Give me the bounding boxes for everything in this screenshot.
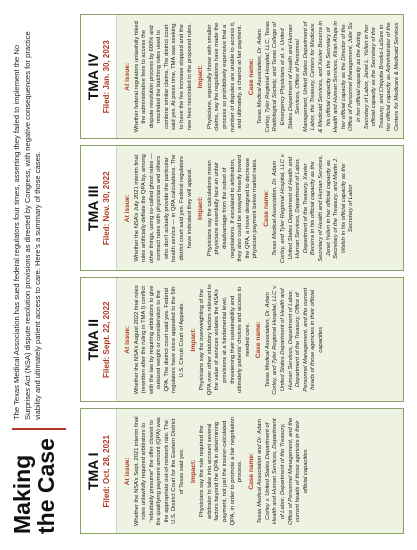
issue-text: Whether the NSA’s July 2021 interim final rules artificially deflate the QPA by, among other things, using so-called ghost rates — contract rates with physicians and others who don’t actually provide the particular health service — in QPA calculations. The district court said yes. Federal regulators have indicated they will appeal.	[133, 153, 193, 264]
issue-text: Whether federal regulators unlawfully hiked the administrative fees to access the dispute resolution process by 600% and rescinded the batching rules used to combine similar claims. The district court said yes. At press time, TMA was seeking to have the fee increase stopped and the new fees rescinded in the proposed rules.	[133, 21, 193, 133]
impact-label: Impact:	[197, 196, 205, 220]
impact-text: Physicians, especially those with smaller claims, say the regulations have made the process so prohibitively expensive that a number of disputes are unable to access it, and ultimately, a chance at fair payment.	[206, 21, 244, 133]
case-filed-date: Filed: Nov. 30, 2022	[102, 171, 111, 246]
impact-label: Impact:	[189, 328, 197, 352]
impact-label: Impact:	[197, 65, 205, 89]
case-card-header	[81, 410, 117, 534]
case-name-label: Case name:	[262, 189, 270, 227]
case-card-header	[81, 147, 117, 271]
case-card-tma-i	[80, 409, 404, 535]
case-filed-date: Filed: Oct. 28, 2021	[102, 435, 111, 508]
case-cards	[80, 14, 404, 534]
case-title: TMA I	[85, 452, 101, 491]
case-title: TMA III	[85, 185, 101, 231]
case-card-tma-iv	[80, 14, 404, 140]
impact-text: Physicians say the overweighting of the QPA over other statutory factors relevant to the value of services violates the NSA’s provisions at a fundamental level, threatening their sustainability and ultimately patients’ choices and access to needed care.	[199, 284, 251, 396]
case-card-body	[117, 15, 404, 139]
case-name-label: Case name:	[255, 321, 263, 359]
page-header	[8, 14, 72, 534]
case-name-label: Case name:	[247, 58, 255, 96]
intro-paragraph: The Texas Medical Association has sued federal regulators four times, asserting they failed to implement the No Surprises Act (NSA) dispute resolution provisions as directed by Congress, with negative consequences for practice viability and ultimately patient access to care. Here’s a summary of those cases.	[12, 31, 42, 420]
case-card-tma-ii	[80, 277, 404, 403]
case-card-body	[117, 410, 403, 534]
case-card-tma-iii	[80, 146, 404, 272]
case-filed-date: Filed: Jan. 30, 2023	[102, 40, 111, 114]
case-name-text: Texas Medical Association, Dr. Adam Corley, Tyler Regional Hospital, LLC, Texas Radiological Society, and Texas College of Emergency Physicians et al. v. United States Department of Health and Human Services, Office of Personnel Management, United States Department of Labor, the Treasury, Centers for Medicare & Medicaid Services, and Xavier Becerra in his official capacity as the Secretary of Health and Human Services, Kiran Ahuja in her official capacity as the Director of the Office of Personnel Management, Julie Su in her official capacity as the Acting Secretary of Labor, Janet L. Yellen in her official capacity as the Secretary of the Treasury, and Chiquita Brooks-LaSure in her official capacity as Administrator of the Centers for Medicare & Medicaid Services	[257, 21, 400, 133]
issue-label: At issue:	[124, 194, 131, 223]
case-name-text: Texas Medical Association, Dr. Adam Corley, and Tyler Regional Hospital, LLC v. United States Department of Health and Human Services, Department of Labor, Department of the Treasury, Office of Personnel Management, and the current heads of those agencies in their official capacities	[264, 284, 324, 395]
case-title: TMA II	[85, 319, 101, 361]
case-name-label: Case name:	[247, 452, 255, 490]
case-card-header	[81, 15, 117, 139]
impact-label: Impact:	[189, 459, 197, 483]
impact-text: Physicians say the calculations mean physicians essentially face an unfair disadvantage from the outset of negotiations. If escalated to arbitration, they also could be swayed heavily toward the QPA, a move designed to decrease physician payment below market rates.	[206, 154, 259, 262]
case-name-text: Texas Medical Association and Dr. Adam Corley v. United States Department of Health and Human Services, Department of Labor, Department of the Treasury, Office of Personnel Management, and the current heads of those agencies in their official capacities	[257, 417, 309, 525]
case-filed-date: Filed: Sept. 22, 2022	[102, 301, 111, 378]
case-name-text: Texas Medical Association, Dr. Adam Corley, and Tyler Regional Hospital, LLC v. United States Department of Health and Human Services, Department of Labor, Department of the Treasury, Xavier Becerra in his official capacity as the Secretary of Health and Human Services, Janet Yellen in her official capacity as Secretary of the Treasury, and Martin J. Walsh in his official capacity as the Secretary of Labor	[272, 153, 355, 264]
issue-text: Whether the NSA’s August 2022 final rules (rewritten after the ruling in TMA I) conflict with the law by requiring arbitrators to give outsized weight or consideration to the QPA. The district court said yes. Federal regulators have since appealed to the 5th U.S. Circuit Court of Appeals.	[133, 285, 186, 395]
issue-label: At issue:	[124, 325, 131, 354]
case-title: TMA IV	[85, 53, 101, 101]
case-card-header	[81, 278, 117, 402]
issue-text: Whether the NSA’s Sept. 2021 interim final rules unlawfully required arbitrators to “rebuttably presume” the offer closest to the qualifying payment amount (QPA) was the appropriate out-of-network rate. The U.S. District Court for the Eastern District of Texas said yes.	[133, 416, 186, 527]
case-card-body	[117, 147, 403, 271]
page-title: Making the Case	[9, 438, 59, 534]
case-card-body	[117, 278, 403, 402]
title-divider	[12, 428, 66, 430]
impact-text: Physicians say the rule required the arbitrator to take into account several factors beyond the QPA in determining payment, not just the insurer-calculated QPA, in order to promote a fair negotiation process.	[199, 417, 244, 526]
issue-label: At issue:	[124, 457, 131, 486]
issue-label: At issue:	[124, 62, 131, 91]
